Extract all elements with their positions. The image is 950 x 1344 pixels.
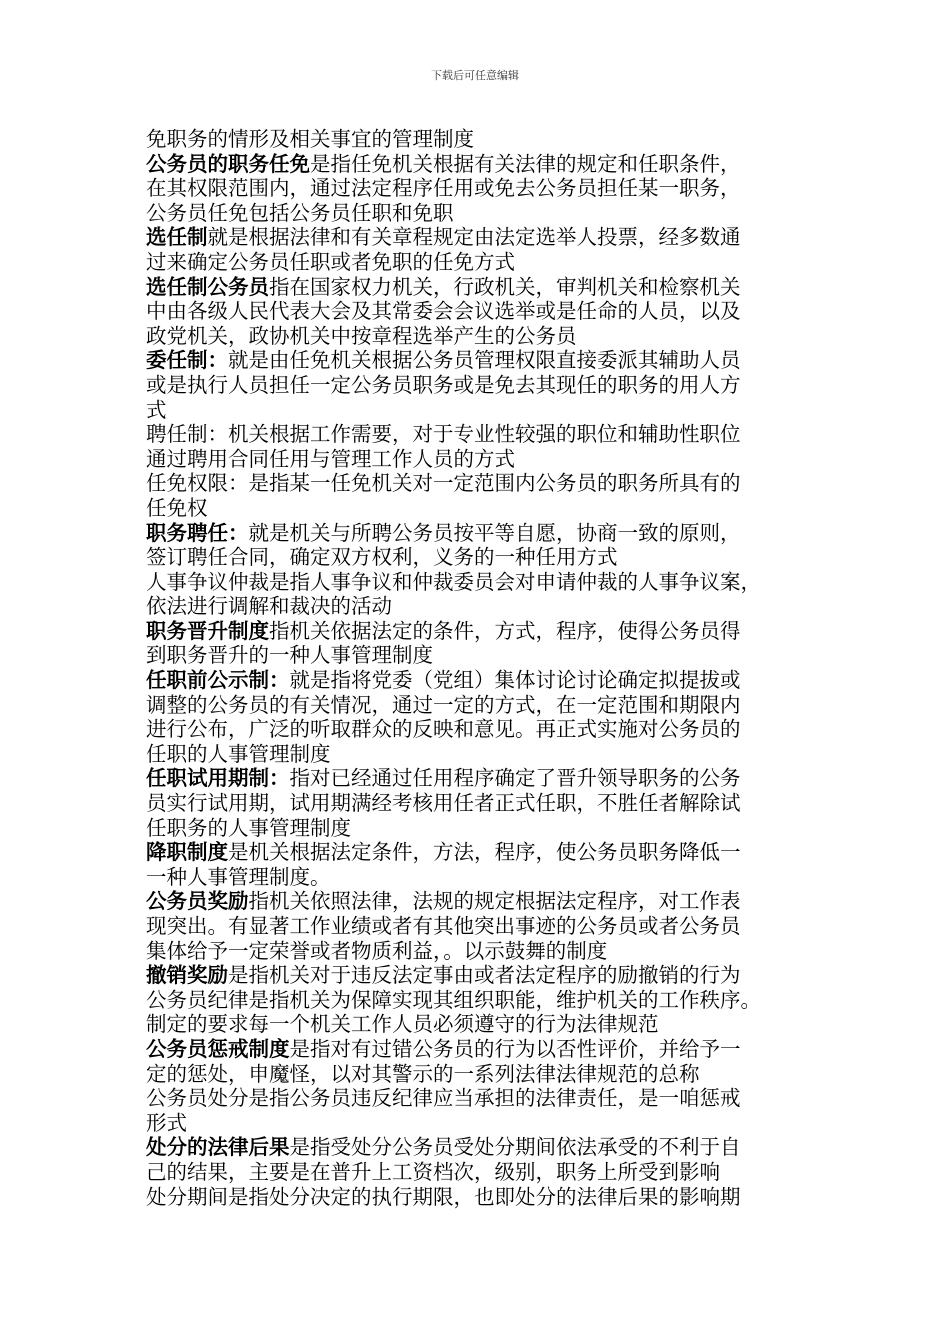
paragraph-text: 是指任免机关根据有关法律的规定和任职条件， 在其权限范围内，通过法定程序任用或免去公务员担任某一职务， 公务员任免包括公务员任职和免职 [146, 151, 741, 225]
paragraph-text: 就是根据法律和有关章程规定由法定选举人投票，经多数通 过来确定公务员任职或者免职的任免方式 [146, 225, 741, 274]
term-heading: 选任制公务员 [146, 274, 269, 299]
page-header: 下载后可任意编辑 [431, 69, 519, 82]
term-heading: 撤销奖励 [146, 963, 228, 988]
paragraph-text: 就是机关与所聘公务员按平等自愿，协商一致的原则， 签订聘任合同，确定双方权利，义务的一种任用方式 [146, 520, 741, 570]
paragraph [146, 225, 826, 274]
term-heading: 职务晋升制度 [146, 618, 269, 643]
paragraph [146, 840, 826, 889]
term-heading: 公务员奖励 [146, 889, 249, 914]
term-heading: 任职试用期制： [146, 766, 290, 791]
paragraph [146, 1037, 826, 1086]
paragraph-text: 公务员纪律是指机关为保障实现其组织职能，维护机关的工作秩序。 制定的要求每一个机关工作人员必须遵守的行为法律规范 [146, 987, 761, 1037]
paragraph [146, 570, 826, 619]
term-heading: 任职前公示制： [146, 668, 290, 693]
paragraph [146, 668, 826, 766]
term-heading: 处分的法律后果 [146, 1135, 290, 1160]
paragraph-text: 指机关依照法律，法规的规定根据法定程序，对工作表 现突出。有显著工作业绩或者有其他突出事迹的公务员或者公务员 集体给予一定荣誉或者物质利益，。以示鼓舞的制度 [146, 889, 741, 963]
paragraph-text: 人事争议仲裁是指人事争议和仲裁委员会对申请仲裁的人事争议案， 依法进行调解和裁决的活动 [146, 569, 761, 619]
paragraph [146, 1135, 826, 1184]
term-heading: 降职制度 [146, 840, 228, 865]
paragraph-text: 任免权限：是指某一任免机关对一定范围内公务员的职务所具有的 任免权 [146, 471, 741, 520]
paragraph-text: 是指受处分公务员受处分期间依法承受的不利于自 己的结果，主要是在普升上工资档次，级别，职务上所受到影响 [146, 1135, 741, 1184]
paragraph-text: 是指机关对于违反法定事由或者法定程序的励撤销的行为 [228, 963, 741, 988]
paragraph [146, 766, 826, 840]
paragraph-text: 免职务的情形及相关事宜的管理制度 [146, 127, 474, 151]
term-heading: 公务员惩戒制度 [146, 1036, 290, 1061]
paragraph [146, 963, 826, 988]
paragraph [146, 1086, 826, 1135]
paragraph [146, 471, 826, 520]
paragraph-text: 公务员处分是指公务员违反纪律应当承担的法律责任，是一咱惩戒 形式 [146, 1086, 741, 1135]
term-heading: 职务聘任： [146, 520, 249, 545]
paragraph [146, 988, 826, 1037]
paragraph [146, 348, 826, 422]
paragraph [146, 521, 826, 570]
paragraph-text: 指机关依据法定的条件，方式，程序，使得公务员得 到职务晋升的一种人事管理制度 [146, 618, 741, 668]
paragraph-text: 是机关根据法定条件，方法，程序，使公务员职务降低一 一种人事管理制度。 [146, 840, 741, 889]
term-heading: 公务员的职务任免 [146, 151, 310, 176]
document-body [146, 127, 826, 1209]
paragraph-text: 就是指将党委（党组）集体讨论讨论确定拟提拔或 调整的公务员的有关情况，通过一定的方式，在一定范围和期限内 进行公布，广泛的听取群众的反映和意见。再正式实施对公务员的 任职的人事管理制度 [146, 668, 741, 766]
paragraph [146, 275, 826, 349]
paragraph [146, 1185, 826, 1210]
paragraph [146, 127, 826, 152]
paragraph-text: 就是由任免机关根据公务员管理权限直接委派其辅助人员 或是执行人员担任一定公务员职务或是免去其现任的职务的用人方 式 [146, 348, 741, 422]
paragraph-text: 指对已经通过任用程序确定了晋升领导职务的公务 员实行试用期，试用期满经考核用任者正式任职，不胜任者解除试 任职务的人事管理制度 [146, 766, 741, 840]
paragraph [146, 422, 826, 471]
paragraph-text: 是指对有过错公务员的行为以否性评价，并给予一 定的惩处，申魔怪，以对其警示的一系列法律法律规范的总称 [146, 1036, 741, 1086]
paragraph-text: 指在国家权力机关，行政机关，审判机关和检察机关 中由各级人民代表大会及其常委会会议选举或是任命的人员，以及 政党机关，政协机关中按章程选举产生的公务员 [146, 274, 741, 348]
paragraph-text: 处分期间是指处分决定的执行期限，也即处分的法律后果的影响期 [146, 1184, 741, 1209]
term-heading: 委任制： [146, 348, 228, 373]
paragraph [146, 152, 826, 226]
term-heading: 选任制 [146, 225, 208, 250]
paragraph [146, 889, 826, 963]
paragraph [146, 619, 826, 668]
paragraph-text: 聘任制：机关根据工作需要，对于专业性较强的职位和辅助性职位 通过聘用合同任用与管理工作人员的方式 [146, 422, 741, 471]
